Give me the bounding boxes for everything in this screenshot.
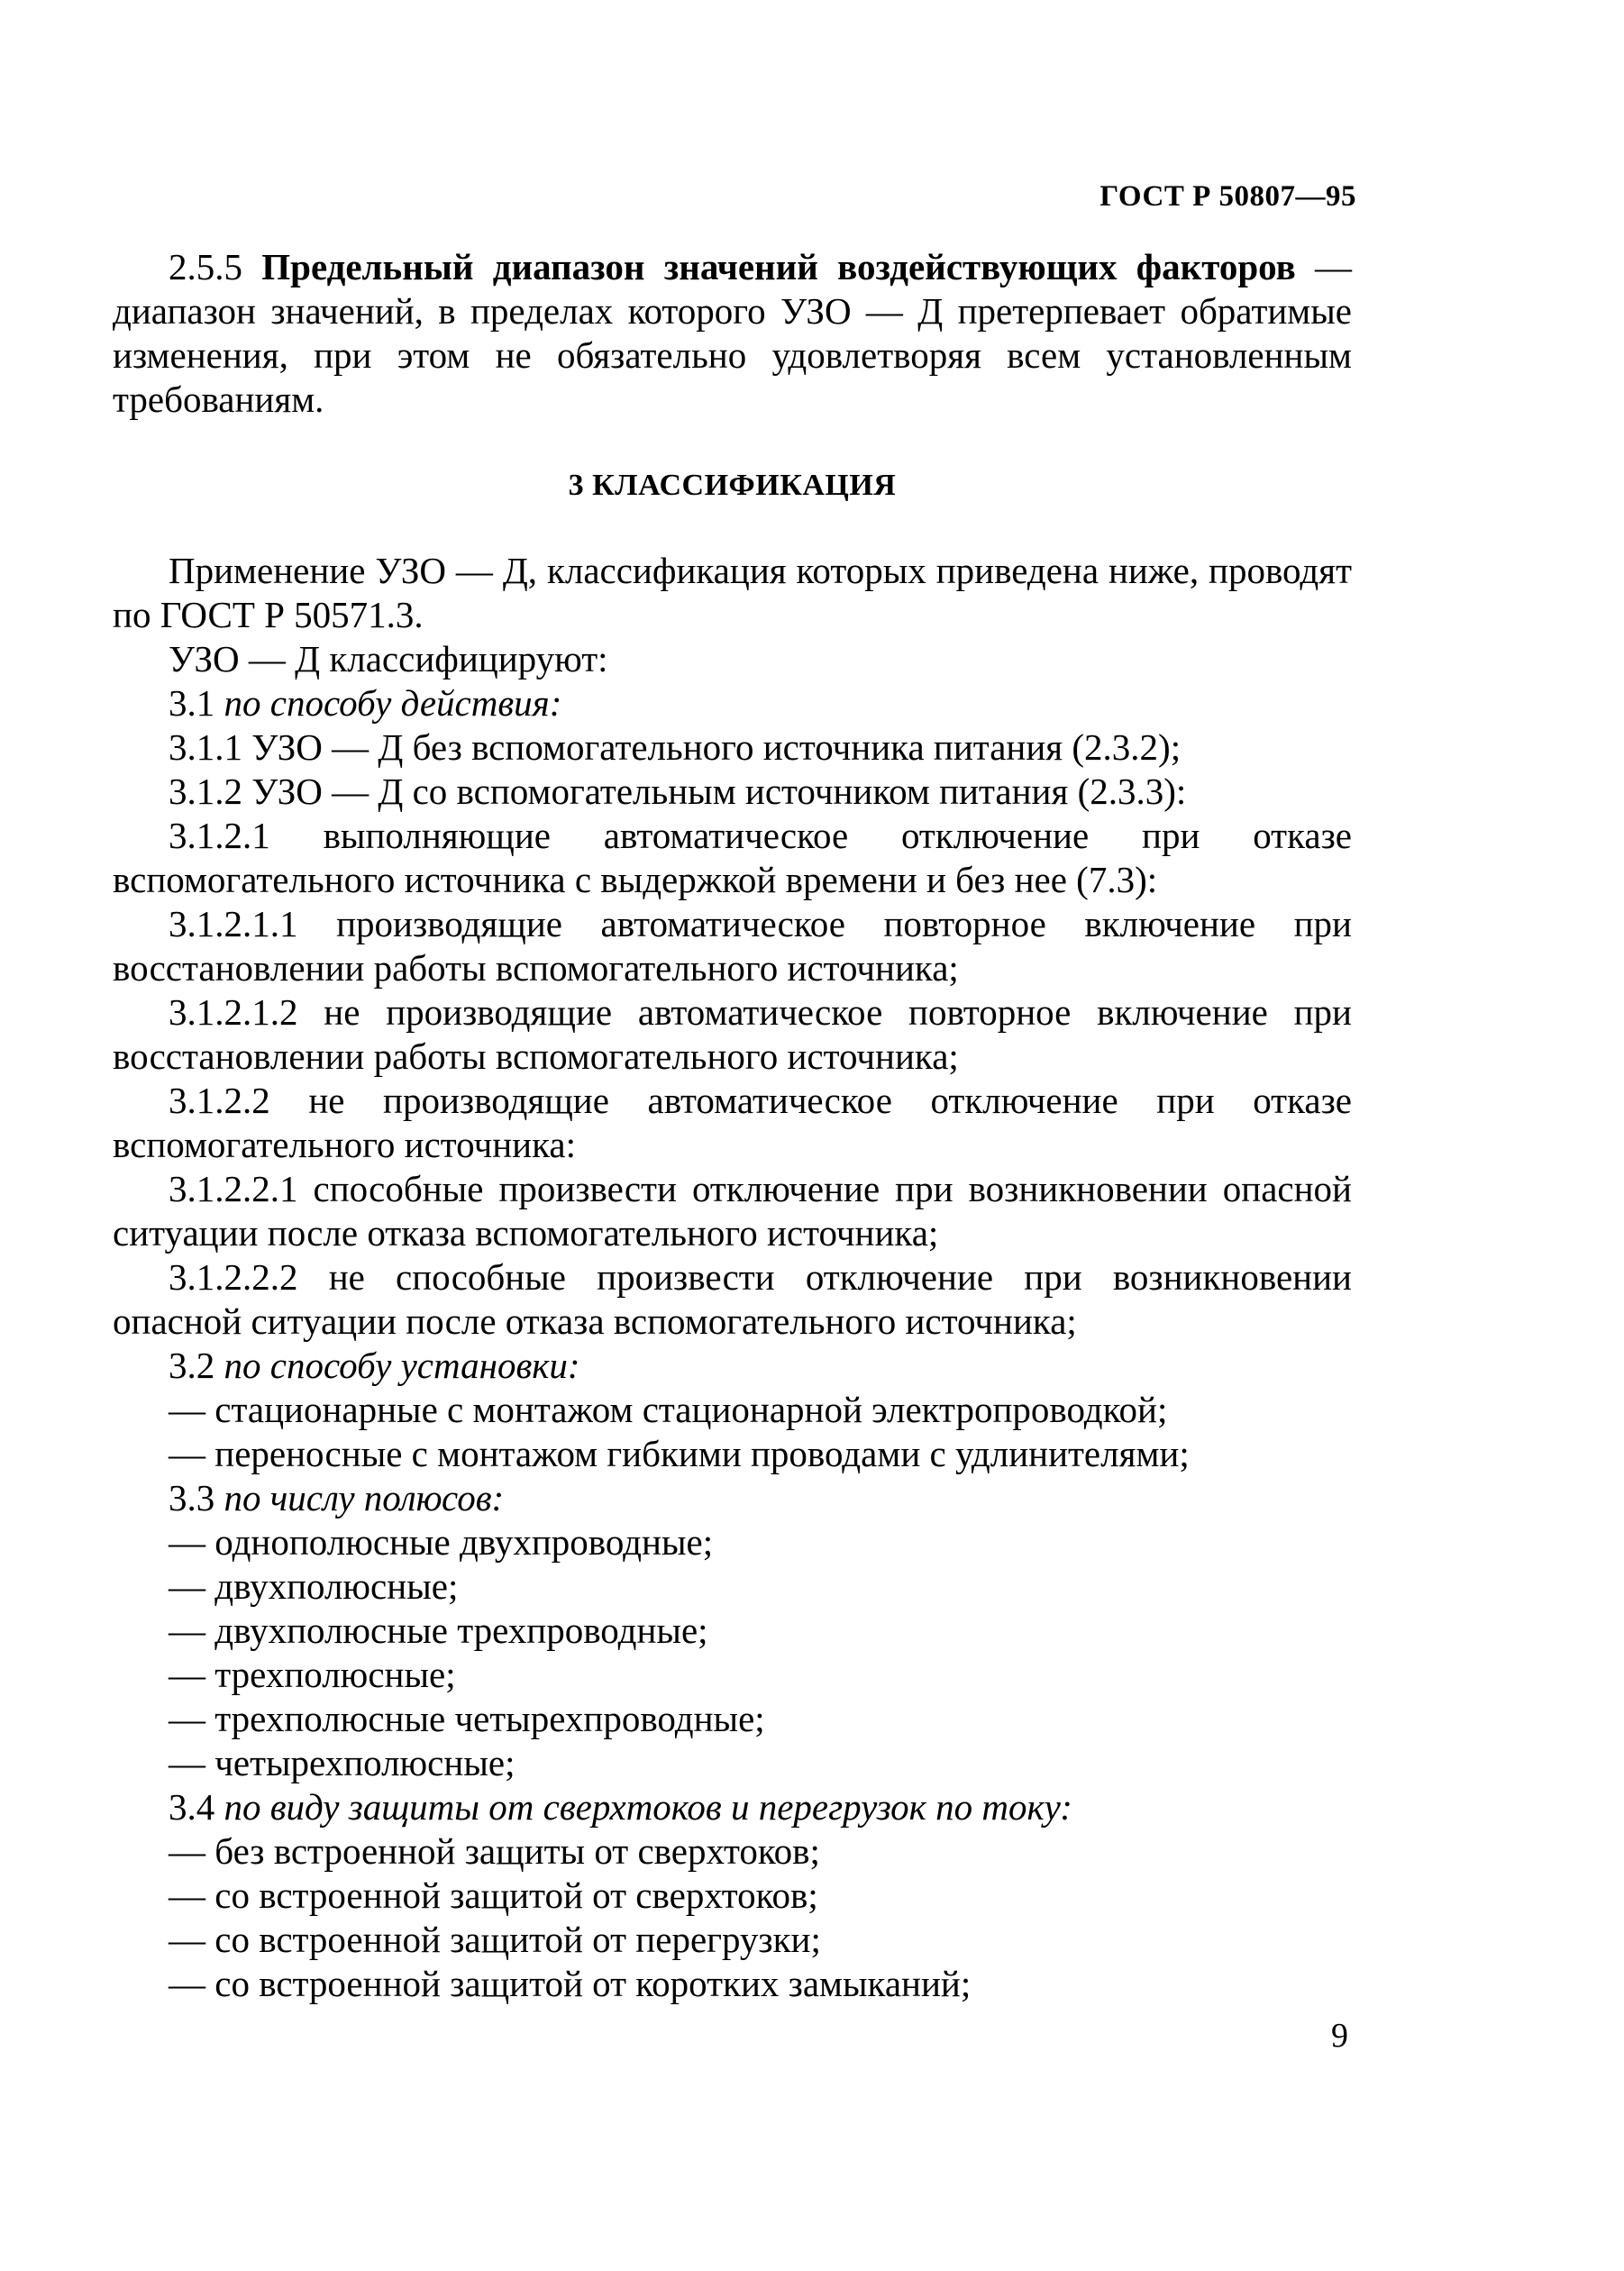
subsection-3-4 [113, 1785, 1352, 1829]
paragraph: УЗО — Д классифицируют: [169, 638, 608, 679]
list-item: — со встроенной защитой от перегрузки; [169, 1919, 821, 1960]
clause-item: 3.1.2.1.2 не производящие автоматическое повторное включение при восстановлении работы вспомогательного источника; [113, 991, 1352, 1077]
list-item: — четырехполюсные; [169, 1742, 515, 1783]
clause-item: 3.1.2.2.2 не способные произвести отключение при возникновении опасной ситуации после отказа вспомогательного источника; [113, 1256, 1352, 1342]
subsection-title: по способу установки: [224, 1345, 580, 1386]
definition-2-5-5 [113, 245, 1352, 422]
clause-item: 3.1.2.2.1 способные произвести отключение при возникновении опасной ситуации после отказа вспомогательного источника; [113, 1168, 1352, 1254]
subsection-number: 3.3 [169, 1477, 215, 1519]
list-item: — со встроенной защитой от сверхтоков; [169, 1874, 818, 1916]
term-name: Предельный диапазон значений воздействующих факторов [261, 246, 1296, 287]
document-body [113, 245, 1352, 2006]
subsection-number: 3.1 [169, 682, 215, 724]
subsection-3-2 [113, 1344, 1352, 1388]
document-header: ГОСТ Р 50807—95 [1099, 180, 1356, 213]
term-definition: — диапазон значений, в пределах которого УЗО — Д претерпевает обратимые изменения, при этом не обязательно удовлетворяя всем установленным требованиям. [113, 246, 1352, 420]
clause-item: 3.1.2 УЗО — Д со вспомогательным источником питания (2.3.3): [169, 771, 1187, 812]
subsection-title: по способу действия: [224, 682, 562, 724]
clause-item: 3.1.2.1 выполняющие автоматическое отключение при отказе вспомогательного источника с выдержкой времени и без нее (7.3): [113, 815, 1352, 900]
list-item: — переносные с монтажом гибкими проводами с удлинителями; [169, 1433, 1190, 1474]
clause-item: 3.1.2.1.1 производящие автоматическое повторное включение при восстановлении работы вспомогательного источника; [113, 903, 1352, 989]
subsection-title: по виду защиты от сверхтоков и перегрузок по току: [224, 1786, 1072, 1828]
clause-item: 3.1.2.2 не производящие автоматическое отключение при отказе вспомогательного источника: [113, 1080, 1352, 1165]
subsection-3-3 [113, 1476, 1352, 1520]
clause-number: 2.5.5 [169, 246, 242, 287]
subsection-number: 3.2 [169, 1345, 215, 1386]
list-item: — трехполюсные четырехпроводные; [169, 1698, 765, 1739]
list-item: — без встроенной защиты от сверхтоков; [169, 1830, 820, 1872]
clause-item: 3.1.1 УЗО — Д без вспомогательного источника питания (2.3.2); [169, 726, 1182, 768]
list-item: — двухполюсные; [169, 1565, 459, 1607]
section-heading: 3 КЛАССИФИКАЦИЯ [568, 469, 897, 502]
list-item: — стационарные с монтажом стационарной электропроводкой; [169, 1389, 1168, 1430]
list-item: — трехполюсные; [169, 1654, 456, 1695]
list-item: — однополюсные двухпроводные; [169, 1521, 714, 1563]
paragraph: Применение УЗО — Д, классификация которых приведена ниже, проводят по ГОСТ Р 50571.3. [113, 550, 1352, 635]
subsection-3-1 [113, 681, 1352, 725]
subsection-number: 3.4 [169, 1786, 215, 1828]
list-item: — со встроенной защитой от коротких замыканий; [169, 1963, 972, 2004]
subsection-title: по числу полюсов: [224, 1477, 505, 1519]
list-item: — двухполюсные трехпроводные; [169, 1610, 708, 1651]
page-number: 9 [1331, 2017, 1348, 2055]
